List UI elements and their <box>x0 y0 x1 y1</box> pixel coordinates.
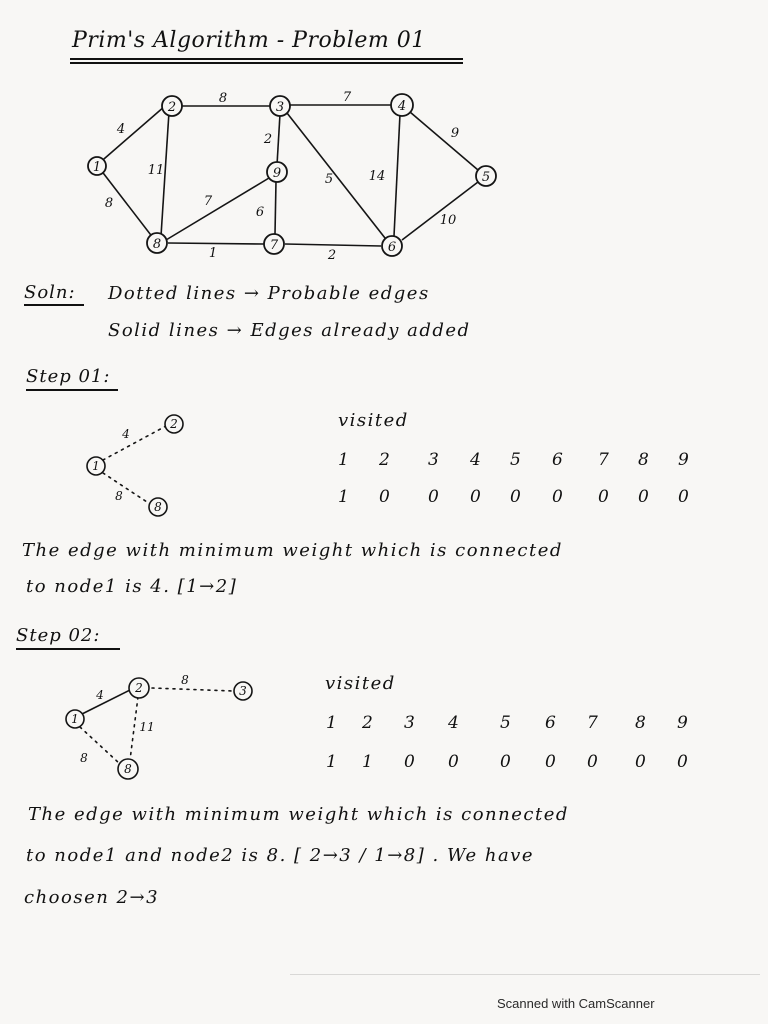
edge-1-2 <box>97 106 165 165</box>
step1-visited-value-2: 0 <box>379 487 392 507</box>
step1-visited-value-8: 0 <box>638 487 651 507</box>
weight-3-6: 5 <box>324 172 334 187</box>
step1-heading: Step 01: <box>26 366 111 387</box>
edge-9-8 <box>166 178 269 240</box>
step1-visited-node-1: 1 <box>338 450 351 470</box>
step2-edge-1-2 <box>82 690 130 714</box>
step2-nodes <box>66 678 252 779</box>
node-5-label: 5 <box>481 170 491 185</box>
step2-visited-node-9: 9 <box>677 713 690 733</box>
node-1-label: 1 <box>92 160 102 175</box>
step2-visited-value-5: 0 <box>500 752 513 772</box>
step2-node-3-label: 3 <box>239 684 247 698</box>
step1-weight-8: 8 <box>115 489 123 503</box>
edge-7-6 <box>285 244 381 246</box>
weight-1-8: 8 <box>104 196 114 211</box>
step1-visited-node-8: 8 <box>638 450 651 470</box>
step1-edge-1-2 <box>103 426 166 460</box>
weight-9-8: 7 <box>203 194 213 209</box>
step1-visited-node-4: 4 <box>470 450 483 470</box>
step2-node-1-label: 1 <box>71 712 79 726</box>
step2-visited-node-8: 8 <box>635 713 648 733</box>
node-7-label: 7 <box>269 238 279 253</box>
step1-visited-node-9: 9 <box>678 450 691 470</box>
step2-weight-4: 4 <box>96 688 104 702</box>
step2-edge-2-3 <box>152 688 233 691</box>
edge-4-5 <box>410 112 478 170</box>
node-9-label: 9 <box>272 166 282 181</box>
step2-weight-8-1: 8 <box>80 751 88 765</box>
edge-8-7 <box>168 243 264 244</box>
step2-node-2-label: 2 <box>135 681 143 695</box>
weight-8-7: 1 <box>208 246 218 261</box>
solution-solid-lines: Solid lines → Edges already added <box>108 320 471 341</box>
weight-4-5: 9 <box>450 126 460 141</box>
solution-label: Soln: <box>24 282 76 303</box>
weight-5-6: 10 <box>439 213 457 228</box>
step1-note-line1: The edge with minimum weight which is connected <box>22 540 563 561</box>
edge-5-6 <box>402 182 478 240</box>
step2-note-line1: The edge with minimum weight which is connected <box>28 804 569 825</box>
step2-note-line3: choosen 2→3 <box>24 887 160 908</box>
step2-visited-value-7: 0 <box>587 752 600 772</box>
step1-visited-value-5: 0 <box>510 487 523 507</box>
step2-visited-label: visited <box>325 673 396 694</box>
step2-heading-underline <box>16 648 120 650</box>
node-8-label: 8 <box>152 237 162 252</box>
step2-visited-node-5: 5 <box>500 713 513 733</box>
scanner-watermark: Scanned with CamScanner <box>497 996 655 1011</box>
step2-visited-node-4: 4 <box>448 713 461 733</box>
step2-visited-node-3: 3 <box>404 713 417 733</box>
page-title: Prim's Algorithm - Problem 01 <box>72 28 426 53</box>
solution-dotted-lines: Dotted lines → Probable edges <box>108 283 430 304</box>
node-6-label: 6 <box>387 240 397 255</box>
step1-visited-value-9: 0 <box>678 487 691 507</box>
step1-visited-value-3: 0 <box>428 487 441 507</box>
step1-visited-label: visited <box>338 410 409 431</box>
node-4-label: 4 <box>397 99 407 114</box>
node-2-label: 2 <box>167 100 177 115</box>
step1-node-1-label: 1 <box>92 459 100 473</box>
step2-visited-value-8: 0 <box>635 752 648 772</box>
step2-edge-2-8 <box>130 697 138 760</box>
step1-node-8-label: 8 <box>154 500 162 514</box>
step1-visited-node-7: 7 <box>598 450 611 470</box>
edge-4-6 <box>394 114 400 236</box>
step2-visited-node-1: 1 <box>326 713 339 733</box>
step2-visited-node-7: 7 <box>587 713 600 733</box>
step2-note-line2: to node1 and node2 is 8. [ 2→3 / 1→8] . We have <box>26 845 534 866</box>
step1-visited-node-5: 5 <box>510 450 523 470</box>
edge-3-9 <box>277 114 280 165</box>
step2-node-8-label: 8 <box>124 762 132 776</box>
step2-weight-11: 11 <box>139 720 155 734</box>
step1-visited-node-3: 3 <box>428 450 441 470</box>
weight-9-7: 6 <box>255 205 265 220</box>
step2-visited-value-1: 1 <box>326 752 339 772</box>
step1-note-line2: to node1 is 4. [1→2] <box>26 576 238 597</box>
step1-visited-value-4: 0 <box>470 487 483 507</box>
step2-visited-value-6: 0 <box>545 752 558 772</box>
node-3-label: 3 <box>275 100 285 115</box>
weight-2-8: 11 <box>147 163 165 178</box>
step1-edge-1-8 <box>103 473 150 504</box>
step1-visited-value-1: 1 <box>338 487 351 507</box>
step2-visited-value-9: 0 <box>677 752 690 772</box>
step1-edges <box>103 426 166 504</box>
step2-heading: Step 02: <box>16 625 101 646</box>
step2-visited-node-6: 6 <box>545 713 558 733</box>
weight-1-2: 4 <box>116 122 126 137</box>
step1-visited-value-6: 0 <box>552 487 565 507</box>
edge-9-7 <box>275 181 276 234</box>
solution-label-underline <box>24 304 84 306</box>
step2-visited-value-2: 1 <box>362 752 375 772</box>
step2-visited-value-3: 0 <box>404 752 417 772</box>
step1-heading-underline <box>26 389 118 391</box>
step1-visited-node-6: 6 <box>552 450 565 470</box>
step2-solid-edges <box>82 690 130 714</box>
weight-2-3: 8 <box>218 91 228 106</box>
page-bottom-divider <box>290 974 760 975</box>
step1-visited-value-7: 0 <box>598 487 611 507</box>
weight-3-4: 7 <box>342 90 352 105</box>
step1-weight-4: 4 <box>122 427 130 441</box>
step1-visited-node-2: 2 <box>379 450 392 470</box>
weight-4-6: 14 <box>368 169 386 184</box>
weight-7-6: 2 <box>327 248 337 263</box>
weight-3-9: 2 <box>263 132 273 147</box>
step2-visited-value-4: 0 <box>448 752 461 772</box>
step2-visited-node-2: 2 <box>362 713 375 733</box>
step1-node-2-label: 2 <box>170 417 178 431</box>
step2-weight-8-2: 8 <box>181 673 189 687</box>
step1-nodes <box>87 415 183 516</box>
